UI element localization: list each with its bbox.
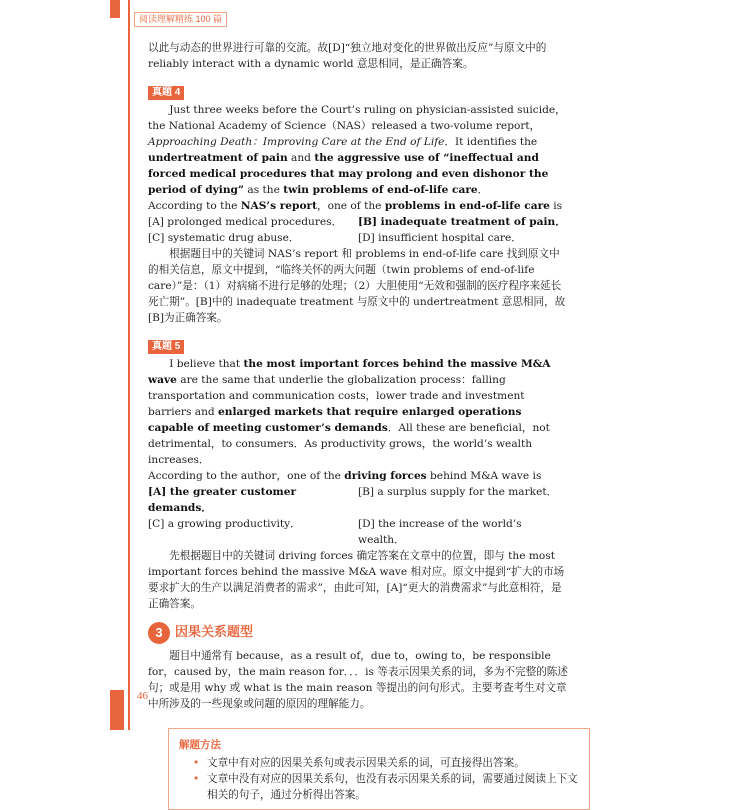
passage-4-text: and bbox=[287, 152, 315, 164]
section-heading bbox=[148, 622, 568, 644]
passage-5-text: I believe that bbox=[169, 358, 244, 370]
method-title: 解题方法 bbox=[179, 739, 221, 751]
passage-4-text: ． bbox=[477, 184, 489, 196]
question-text: According to the bbox=[148, 200, 241, 212]
option-c: [C] a growing productivity． bbox=[148, 518, 301, 530]
corner-accent-bar bbox=[110, 690, 124, 730]
main-content bbox=[148, 40, 578, 810]
running-head: 阅读理解精练 100 篇 bbox=[134, 12, 227, 27]
keyword: undertreatment of pain bbox=[148, 152, 288, 164]
question-5 bbox=[148, 468, 568, 484]
option-a-text: [A] the greater customer demands． bbox=[148, 486, 297, 514]
bullet-icon: • bbox=[193, 757, 200, 769]
question-text: behind M&A wave is bbox=[426, 470, 542, 482]
bullet-icon: • bbox=[193, 773, 200, 785]
option-c: [C] systematic drug abuse． bbox=[148, 232, 300, 244]
passage-4-text: Just three weeks before the Court’s ruling on physician-assisted suicide，the National Academy of Science（NAS）released a two-volume report， bbox=[148, 104, 566, 132]
method-item-text: 文章中没有对应的因果关系句，也没有表示因果关系的词，需要通过阅读上下文相关的句子，通过分析得出答案。 bbox=[207, 773, 578, 801]
keyword: twin problems of end-of-life care bbox=[283, 184, 478, 196]
option-d: [D] the increase of the world’s wealth． bbox=[358, 518, 522, 546]
question-text: According to the author，one of the bbox=[148, 470, 345, 482]
option-b: [B] a surplus supply for the market． bbox=[358, 486, 558, 498]
question-text: ，one of the bbox=[317, 200, 385, 212]
analysis-4: 根据题目中的关键词 NAS’s report 和 problems in end-of-life care 找到原文中的相关信息，原文中提到，“临终关怀的两大问题（twin problems of end-of-life care）”是：（1）对病痛不进行足够的处理；（2）大胆使用“无效和强制的医疗程序来延长死亡期”。[B]中的 inadequate treatment 与原文中的 undertreatment 意思相同，故[B]为正确答案。 bbox=[148, 248, 566, 324]
analysis-5: 先根据题目中的关键词 driving forces 确定答案在文章中的位置，即与 the most important forces behind the massive M&A wave 相对应。原文中提到“扩大的市场要求扩大的生产以满足消费者的需求”，由此可知，[A]“更大的消费需求”与此意相符，是正确答案。 bbox=[148, 550, 565, 610]
question-tag-5: 真题 5 bbox=[148, 340, 184, 354]
question-4 bbox=[148, 198, 568, 214]
section-number-badge: 3 bbox=[148, 622, 170, 644]
options-4 bbox=[148, 214, 568, 246]
section-body: 题目中通常有 because，as a result of，due to，owing to，be responsible for，caused by，the main reason for．．．is 等表示因果关系的词，多为不完整的陈述句；或是用 why 或 what is the main reason 等提出的问句形式。主要考查考生对文章中所涉及的一些现象或问题的原因的理解能力。 bbox=[148, 650, 568, 710]
margin-rule bbox=[128, 0, 130, 730]
option-a: [A] prolonged medical procedures． bbox=[148, 216, 343, 228]
keyword: the most important forces behind the massive M&A wave bbox=[148, 358, 551, 386]
keyword: the aggressive use of “ineffectual and forced medical procedures that may prolong and even dishonor the period of dying” bbox=[148, 152, 549, 196]
keyword: driving forces bbox=[344, 470, 427, 482]
option-d: [D] insufficient hospital care． bbox=[358, 232, 522, 244]
option-b-text: [B] inadequate treatment of pain． bbox=[358, 216, 566, 228]
intro-line-1: 以此与动态的世界进行可靠的交流。故[D]“独立地对变化的世界做出反应”与原文中的 bbox=[148, 42, 547, 54]
page-number: 46 bbox=[137, 690, 148, 702]
passage-5 bbox=[148, 356, 568, 468]
options-5 bbox=[148, 484, 568, 548]
keyword: NAS’s report bbox=[240, 200, 317, 212]
method-item bbox=[179, 755, 579, 771]
question-text: is bbox=[549, 200, 563, 212]
passage-4-text: as the bbox=[244, 184, 284, 196]
report-title: Approaching Death：Improving Care at the End of Life bbox=[148, 136, 445, 148]
keyword: enlarged markets that require enlarged operations capable of meeting customer’s demands bbox=[148, 406, 522, 434]
method-item-text: 文章中有对应的因果关系句或表示因果关系的词，可直接得出答案。 bbox=[207, 757, 525, 769]
passage-4-text: ．It identifies the bbox=[444, 136, 538, 148]
top-accent-bar bbox=[110, 0, 120, 18]
passage-5-text: ．All these are beneficial，not detrimental，to consumers．As productivity grows，the world’s wealth increases． bbox=[148, 422, 550, 466]
section-title: 因果关系题型 bbox=[175, 625, 254, 640]
option-a-answer bbox=[148, 484, 358, 516]
question-tag-4: 真题 4 bbox=[148, 86, 184, 100]
method-box bbox=[168, 728, 590, 810]
passage-4 bbox=[148, 102, 568, 198]
method-item bbox=[179, 771, 579, 803]
passage-5-text: are the same that underlie the globalization process：falling transportation and communication costs，lower trade and investment barriers and bbox=[148, 374, 525, 418]
intro-line-2: reliably interact with a dynamic world 意思相同，是正确答案。 bbox=[148, 58, 474, 70]
option-b-answer bbox=[358, 214, 568, 230]
keyword: problems in end-of-life care bbox=[384, 200, 550, 212]
